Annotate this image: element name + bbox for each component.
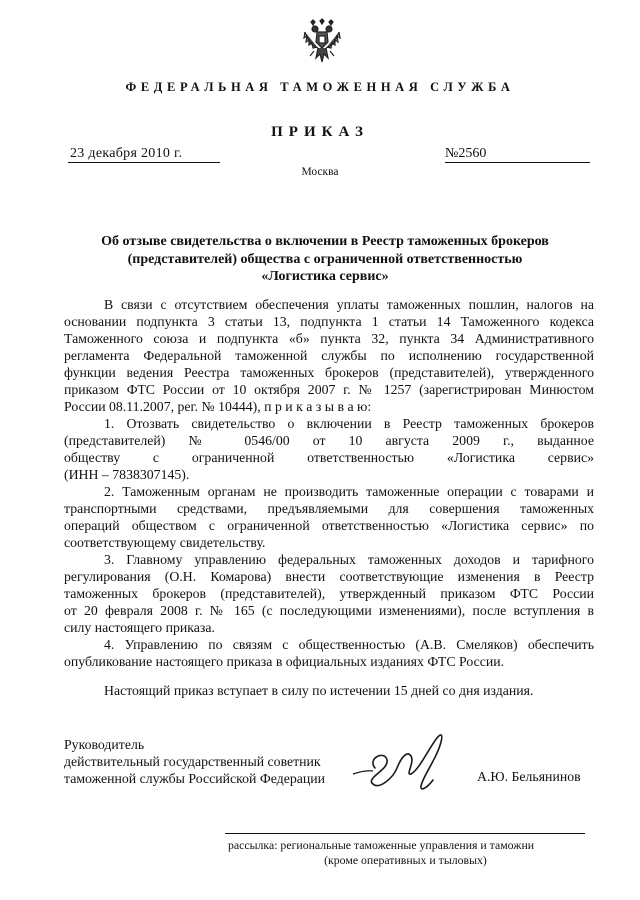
effective-date-line: Настоящий приказ вступает в силу по истечении 15 дней со дня издания. bbox=[104, 683, 534, 698]
signer-position-line: Руководитель bbox=[64, 737, 145, 752]
coat-of-arms-icon bbox=[302, 18, 342, 66]
document-heading bbox=[60, 233, 590, 286]
document-body bbox=[64, 296, 594, 699]
item4-line: опубликование настоящего приказа в официальных изданиях ФТС России. bbox=[64, 654, 505, 669]
item3-line: таможенных брокеров (представителей), утвержденный приказом ФТС России bbox=[64, 586, 594, 601]
preamble-line: Таможенного союза и подпункта «б» пункта 32, пункта 34 Административного bbox=[64, 331, 594, 346]
signer-name: А.Ю. Бельянинов bbox=[477, 769, 581, 784]
preamble-line: В связи с отсутствием обеспечения уплаты таможенных пошлин, налогов на bbox=[104, 297, 594, 312]
distribution-line: (кроме оперативных и тыловых) bbox=[324, 853, 487, 867]
signer-position-line: действительный государственный советник bbox=[64, 754, 321, 769]
item3-line: силу настоящего приказа. bbox=[64, 620, 215, 635]
signer-position bbox=[64, 736, 325, 787]
distribution-list bbox=[228, 838, 583, 868]
item3-line: 3. Главному управлению федеральных таможенных доходов и тарифного bbox=[104, 552, 594, 567]
item2-line: 2. Таможенным органам не производить таможенные операции с товарами и bbox=[104, 484, 594, 499]
divider bbox=[225, 833, 585, 834]
signer-position-line: таможенной службы Российской Федерации bbox=[64, 771, 325, 786]
heading-line: (представителей) общества с ограниченной ответственностью bbox=[127, 251, 523, 267]
item2-line: операций обществом с ограниченной ответственностью «Логистика сервис» по bbox=[64, 518, 594, 533]
preamble-line: основании подпункта 3 статьи 13, подпункта 1 статьи 14 Таможенного кодекса bbox=[64, 314, 594, 329]
item1-line: 1. Отозвать свидетельство о включении в Реестр таможенных брокеров bbox=[104, 416, 594, 431]
preamble-line: России 08.11.2007, рег. № 10444), п р и к а з ы в а ю: bbox=[64, 399, 372, 414]
item2-line: транспортными средствами, предъявляемыми для совершения таможенных bbox=[64, 501, 594, 516]
preamble-line: приказом ФТС России от 10 октября 2007 г. № 1257 (зарегистрирован Минюстом bbox=[64, 382, 594, 397]
item1-line: (представителей) № 0546/00 от 10 августа 2009 г., выданное bbox=[64, 433, 594, 448]
distribution-line: рассылка: региональные таможенные управления и таможни bbox=[228, 838, 535, 852]
paragraph-gap bbox=[64, 670, 594, 682]
heading-line: Об отзыве свидетельства о включении в Реестр таможенных брокеров bbox=[101, 234, 549, 249]
city: Москва bbox=[301, 166, 339, 178]
item2-line: соответствующему свидетельству. bbox=[64, 535, 266, 550]
item3-line: от 20 февраля 2008 г. № 165 (с последующими изменениями), после вступления в bbox=[64, 603, 594, 618]
item1-line: обществу с ограниченной ответственностью «Логистика сервис» bbox=[64, 450, 594, 465]
item1-line: (ИНН – 7838307145). bbox=[64, 467, 190, 482]
order-number: №2560 bbox=[445, 146, 590, 163]
preamble-line: регламента Федеральной таможенной службы по исполнению государственной bbox=[64, 348, 594, 363]
heading-line: «Логистика сервис» bbox=[261, 269, 389, 284]
document-type: ПРИКАЗ bbox=[271, 124, 369, 140]
preamble-line: функции ведения Реестра таможенных брокеров (представителей), утвержденного bbox=[64, 365, 594, 380]
agency-name: ФЕДЕРАЛЬНАЯ ТАМОЖЕННАЯ СЛУЖБА bbox=[125, 80, 515, 94]
handwritten-signature bbox=[345, 728, 485, 798]
item3-line: регулирования (О.Н. Комарова) внести соответствующие изменения в Реестр bbox=[64, 569, 594, 584]
item4-line: 4. Управлению по связям с общественностью (А.В. Смеляков) обеспечить bbox=[104, 637, 594, 652]
order-date: 23 декабря 2010 г. bbox=[68, 146, 220, 163]
